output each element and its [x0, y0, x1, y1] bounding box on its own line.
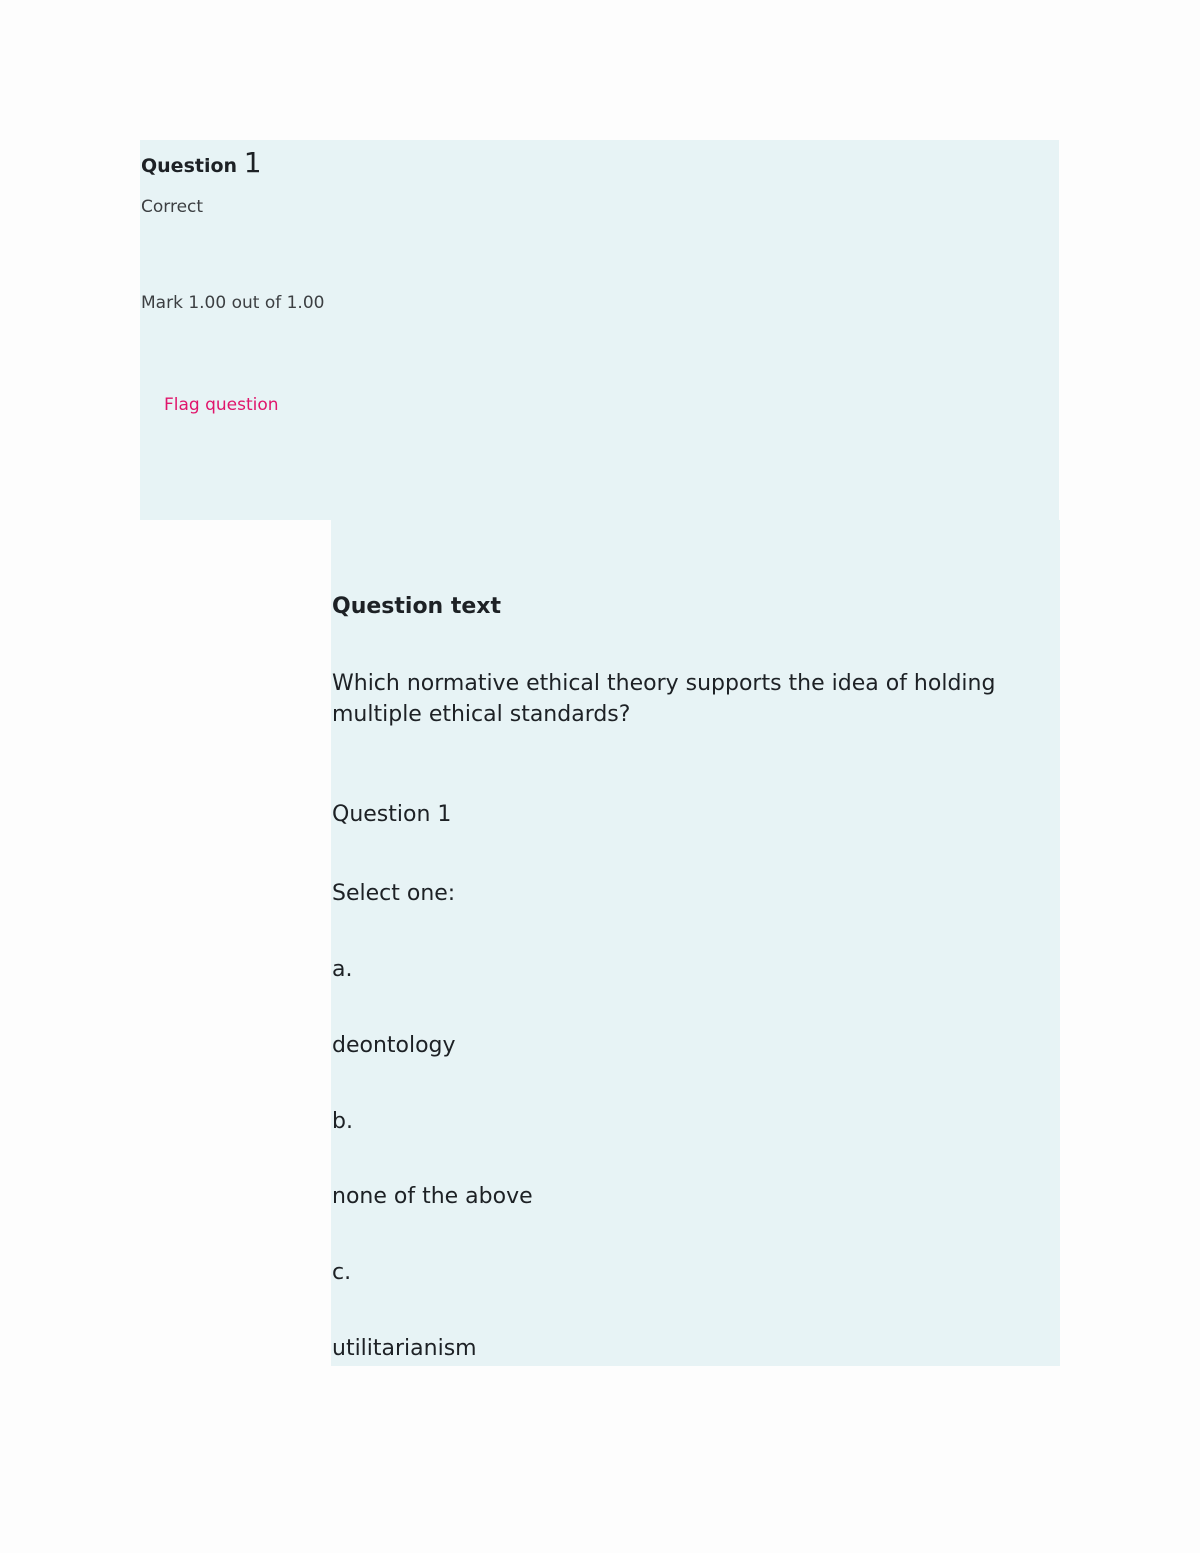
question-text: Which normative ethical theory supports the idea of holding multiple ethical standards?	[332, 671, 996, 727]
question-state: Correct	[141, 197, 204, 217]
question-number: 1	[243, 146, 262, 179]
answer-group-label: Question 1	[332, 802, 452, 827]
option-c-letter[interactable]: c.	[332, 1260, 352, 1285]
option-c-text[interactable]: utilitarianism	[332, 1336, 477, 1361]
question-heading	[141, 146, 262, 179]
question-info-panel	[140, 140, 1059, 520]
question-text-label: Question text	[332, 594, 502, 619]
option-b-letter[interactable]: b.	[332, 1109, 353, 1134]
question-heading-prefix: Question	[141, 155, 238, 177]
option-b-text[interactable]: none of the above	[332, 1184, 533, 1209]
option-a-text[interactable]: deontology	[332, 1033, 456, 1058]
option-a-letter[interactable]: a.	[332, 957, 353, 982]
question-content-panel	[331, 520, 1060, 1366]
select-one-prompt: Select one:	[332, 881, 456, 906]
flag-question-link[interactable]: Flag question	[164, 395, 279, 415]
question-grade: Mark 1.00 out of 1.00	[141, 293, 325, 313]
